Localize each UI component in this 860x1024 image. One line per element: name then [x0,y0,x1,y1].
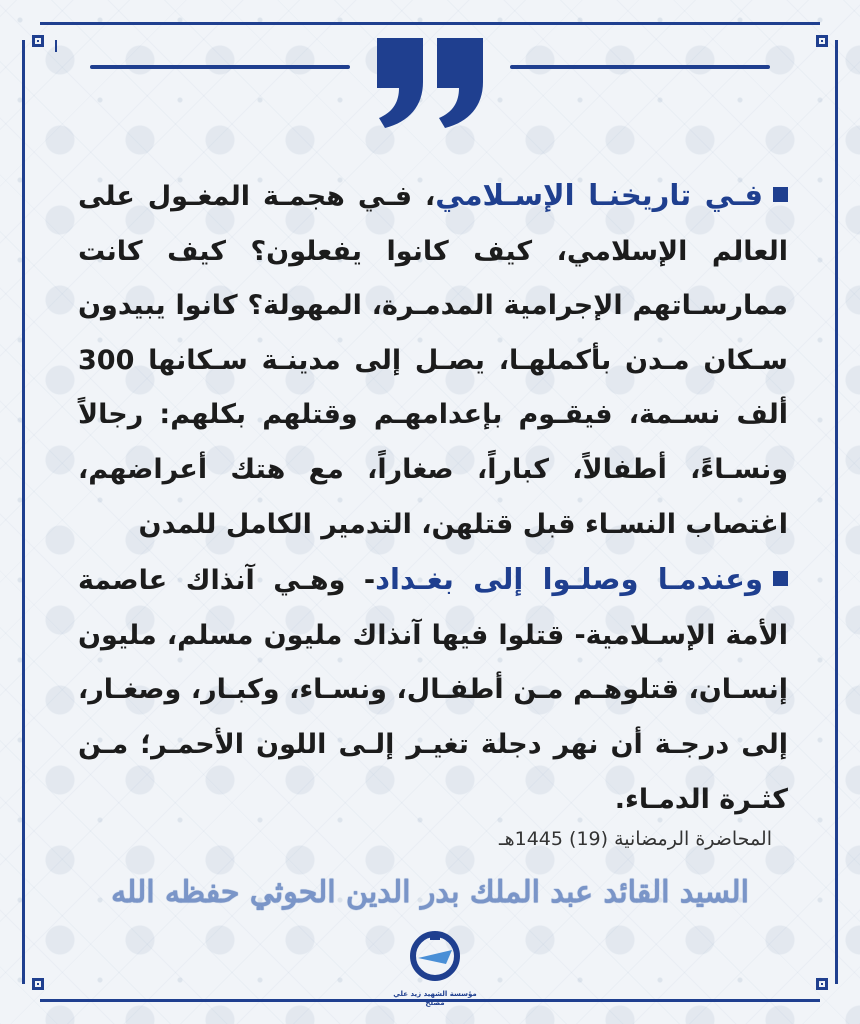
corner-ornament-br [816,978,828,990]
frame-inner-top-left [55,40,57,52]
foundation-logo-icon [400,928,470,988]
square-bullet-icon [773,571,788,586]
quote-rule-left [90,65,350,69]
paragraph-1 [78,168,788,552]
foundation-name: مؤسسة الشهيد زيد علي مصلح [393,990,477,1007]
square-bullet-icon [773,187,788,202]
corner-ornament-tl [32,35,44,47]
signature-calligraphy [80,862,780,924]
paragraph-2 [78,552,788,827]
corner-ornament-bl [32,978,44,990]
frame-top [40,22,820,25]
frame-left [22,40,25,984]
frame-right [835,40,838,984]
lecture-source: المحاضرة الرمضانية (19) 1445هـ [499,828,772,850]
paragraph-2-lead: وعندمـا وصلـوا إلى بغـداد [375,562,763,597]
closing-quote-icon [365,30,495,130]
quote-body [78,168,788,827]
paragraph-1-text: ، فـي هجمـة المغـول على العالم الإسلامي، كيف كانوا يفعلون؟ كيف كانت ممارسـاتهم الإجرامية المدمـرة، المهولة؟ كانوا يبيدون سـكان مـدن بأكملهـا، يصـل إلى مدينـة سـكانها 300 ألف نسـمة، فيقـوم بإعدامهـم وقتلهم بكلهم: رجالاً ونسـاءً، أطفالاً، كباراً، صغاراً، مع هتك أعراضهم، اغتصاب النسـاء قبل قتلهن، التدمير الكامل للمدن [78,181,788,540]
corner-ornament-tr [816,35,828,47]
paragraph-1-lead: فـي تاريخنـا الإسـلامي [435,178,763,212]
paragraph-2-text: - وهـي آنذاك عاصمة الأمة الإسـلامية- قتلوا فيها آنذاك مليون مسلم، مليون إنسـان، قتلوهـم مـن أطفـال، ونسـاء، وكبـار، وصغـار، إلى درجـة أن نهر دجلة تغيـر إلـى اللون الأحمـر؛ مـن كثـرة الدمـاء. [78,565,788,815]
quote-rule-right [510,65,770,69]
signature-text: السيد القائد عبد الملك بدر الدين الحوثي حفظه الله [111,875,749,910]
